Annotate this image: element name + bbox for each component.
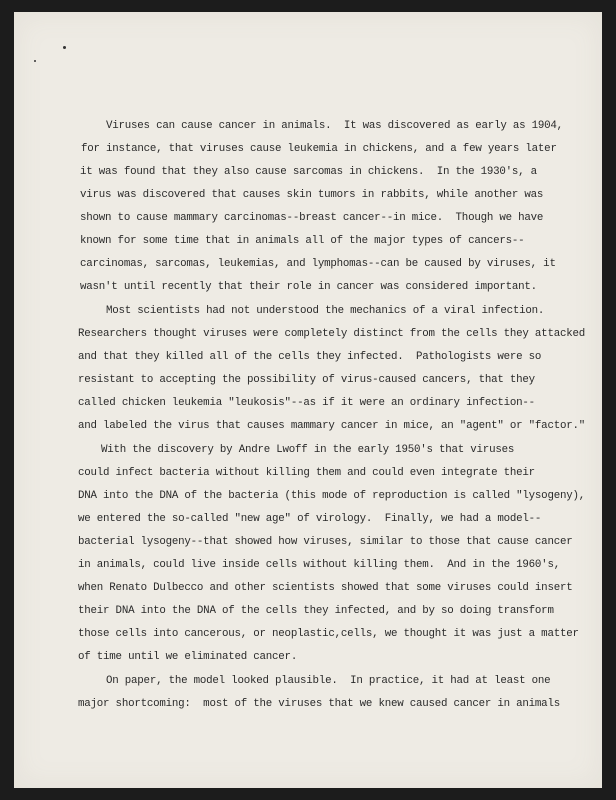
paragraph-1-line-3: it was found that they also cause sarcomas in chickens. In the 1930's, a: [80, 166, 537, 178]
paragraph-3-line-1: With the discovery by Andre Lwoff in the early 1950's that viruses: [101, 444, 515, 456]
paragraph-3-line-4: we entered the so-called "new age" of virology. Finally, we had a model--: [78, 513, 542, 525]
paragraph-4-line-1: On paper, the model looked plausible. In practice, it had at least one: [106, 675, 551, 687]
paragraph-1-line-8: wasn't until recently that their role in cancer was considered important.: [80, 281, 537, 293]
paragraph-2-line-2: Researchers thought viruses were completely distinct from the cells they attacked: [78, 328, 585, 340]
paragraph-3-line-9: those cells into cancerous, or neoplastic,cells, we thought it was just a matter: [78, 628, 579, 640]
paragraph-1-line-6: known for some time that in animals all of the major types of cancers--: [80, 235, 525, 247]
paragraph-1-line-2: for instance, that viruses cause leukemia in chickens, and a few years later: [81, 143, 557, 155]
paragraph-3-line-5: bacterial lysogeny--that showed how viruses, similar to those that cause cancer: [78, 536, 573, 548]
ink-speck: [63, 46, 66, 49]
paragraph-2-line-5: called chicken leukemia "leukosis"--as if it were an ordinary infection--: [78, 397, 535, 409]
typewritten-page: [14, 12, 602, 788]
paragraph-2-line-6: and labeled the virus that causes mammary cancer in mice, an "agent" or "factor.": [78, 420, 585, 432]
ink-speck: [34, 60, 36, 62]
paragraph-3-line-2: could infect bacteria without killing them and could even integrate their: [78, 467, 535, 479]
paragraph-3-line-3: DNA into the DNA of the bacteria (this mode of reproduction is called "lysogeny),: [78, 490, 585, 502]
paragraph-2-line-3: and that they killed all of the cells they infected. Pathologists were so: [78, 351, 542, 363]
paragraph-3-line-6: in animals, could live inside cells without killing them. And in the 1960's,: [78, 559, 560, 571]
paragraph-2-line-4: resistant to accepting the possibility of virus-caused cancers, that they: [78, 374, 535, 386]
paragraph-3-line-8: their DNA into the DNA of the cells they infected, and by so doing transform: [78, 605, 554, 617]
paragraph-1-line-4: virus was discovered that causes skin tumors in rabbits, while another was: [80, 189, 544, 201]
paragraph-3-line-10: of time until we eliminated cancer.: [78, 651, 298, 663]
paragraph-1-line-1: Viruses can cause cancer in animals. It was discovered as early as 1904,: [106, 120, 563, 132]
paragraph-1-line-5: shown to cause mammary carcinomas--breast cancer--in mice. Though we have: [80, 212, 544, 224]
paragraph-3-line-7: when Renato Dulbecco and other scientists showed that some viruses could insert: [78, 582, 573, 594]
paragraph-2-line-1: Most scientists had not understood the mechanics of a viral infection.: [106, 305, 545, 317]
paragraph-1-line-7: carcinomas, sarcomas, leukemias, and lymphomas--can be caused by viruses, it: [80, 258, 556, 270]
paragraph-4-line-2: major shortcoming: most of the viruses that we knew caused cancer in animals: [78, 698, 560, 710]
